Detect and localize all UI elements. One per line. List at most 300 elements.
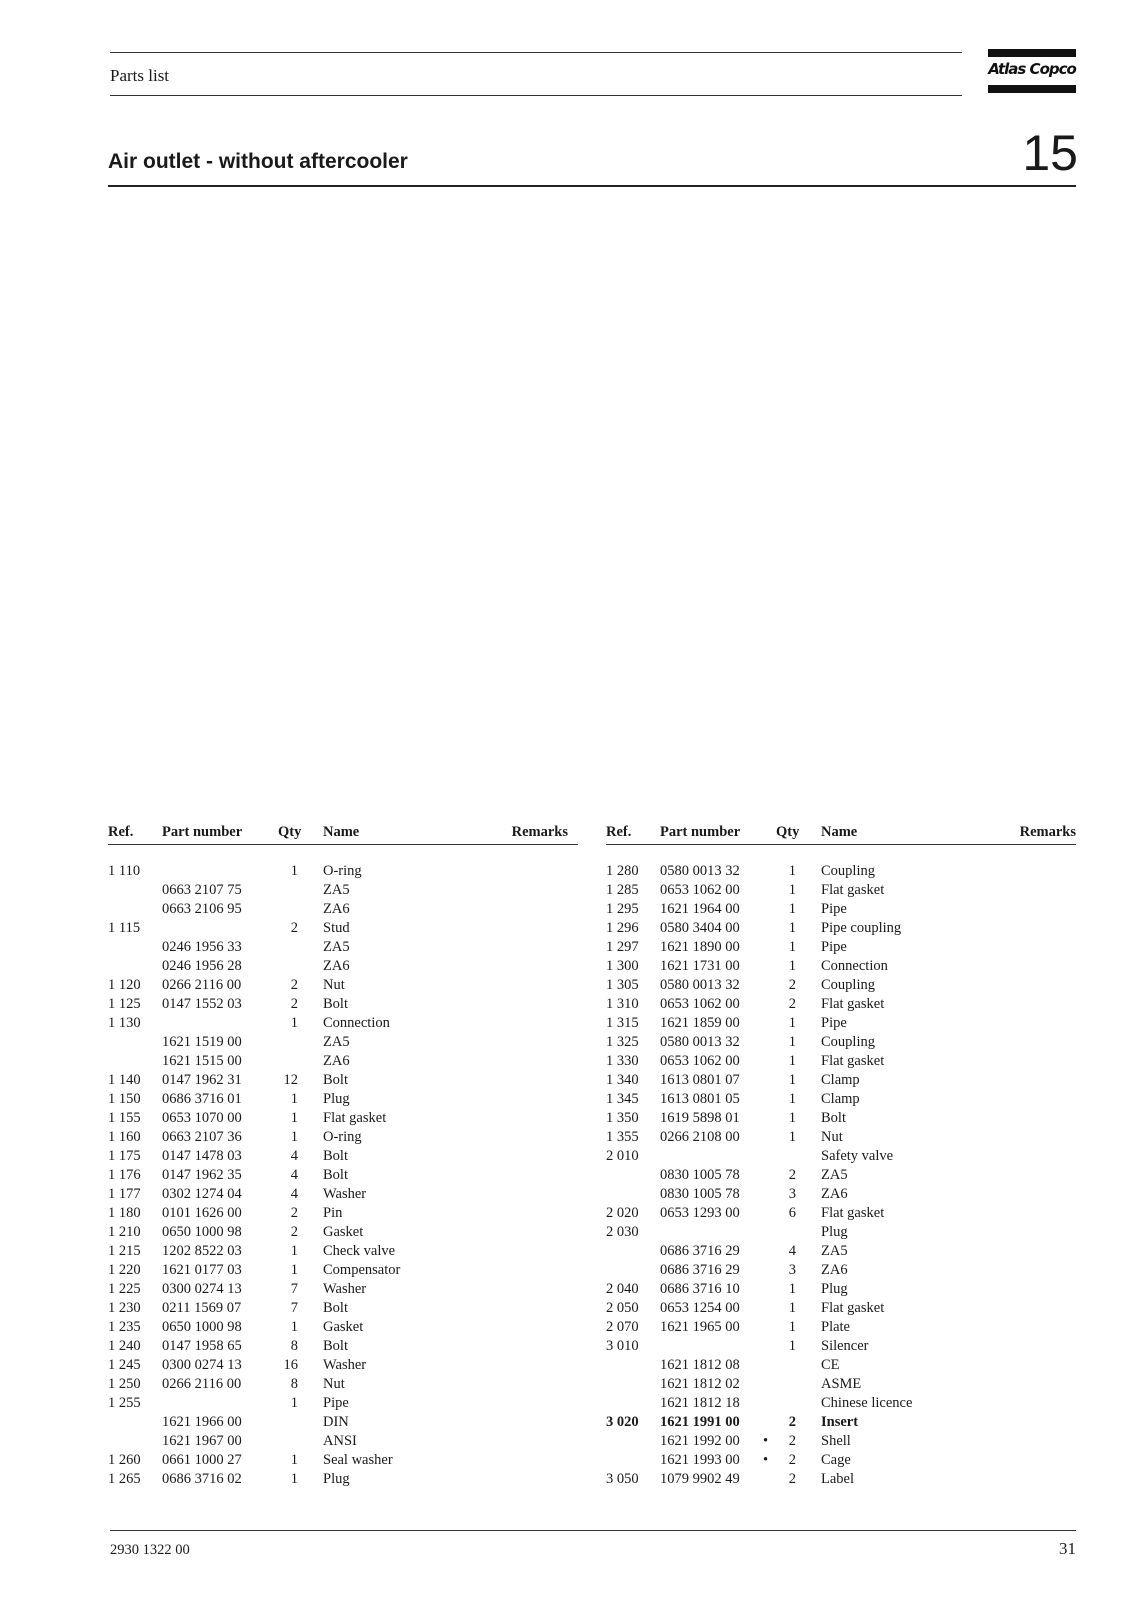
table-row	[606, 1033, 1076, 1052]
header-label: Parts list	[110, 66, 170, 85]
parts-table-right	[606, 824, 1076, 1489]
row-ref: 1 296	[606, 920, 639, 936]
row-name: Stud	[323, 920, 350, 936]
row-name: Safety valve	[821, 1148, 894, 1164]
row-name: Pipe	[821, 939, 847, 955]
row-part-number: 0653 1070 00	[162, 1110, 242, 1126]
row-part-number: 0653 1293 00	[660, 1205, 740, 1221]
row-ref: 2 010	[606, 1148, 639, 1164]
table-row	[606, 881, 1076, 900]
row-name: Bolt	[323, 1338, 348, 1354]
table-row	[108, 1014, 578, 1033]
row-qty: 1	[290, 1243, 298, 1259]
table-row	[606, 900, 1076, 919]
row-name: Plate	[821, 1319, 850, 1335]
table-row	[606, 1337, 1076, 1356]
row-qty: 3	[788, 1186, 796, 1202]
row-ref: 1 245	[108, 1357, 141, 1373]
row-ref: 2 050	[606, 1300, 639, 1316]
row-part-number: 1621 1812 18	[660, 1395, 740, 1411]
row-qty: 1	[290, 1129, 298, 1145]
row-part-number: 0580 3404 00	[660, 920, 740, 936]
row-qty: 4	[788, 1243, 796, 1259]
row-qty: 2	[788, 977, 796, 993]
table-row	[606, 1451, 1076, 1470]
row-name: Label	[821, 1471, 855, 1487]
row-name: DIN	[323, 1414, 349, 1430]
row-ref: 1 330	[606, 1053, 639, 1069]
table-row	[606, 1090, 1076, 1109]
col-ref-header: Ref.	[108, 824, 134, 840]
row-ref: 1 220	[108, 1262, 141, 1278]
row-part-number: 0686 3716 10	[660, 1281, 740, 1297]
row-part-number: 1621 1859 00	[660, 1015, 740, 1031]
row-name: Flat gasket	[821, 1205, 885, 1221]
page-title: Air outlet - without aftercooler	[108, 150, 408, 173]
table-row	[108, 1090, 578, 1109]
logo-top-bar	[988, 49, 1076, 57]
row-qty: 1	[290, 1262, 298, 1278]
table-row	[606, 1280, 1076, 1299]
table-row	[108, 1261, 578, 1280]
table-row	[606, 1394, 1076, 1413]
row-ref: 1 355	[606, 1129, 639, 1145]
logo-bottom-bar	[988, 85, 1076, 93]
row-name: Pipe coupling	[821, 920, 902, 936]
row-ref: 3 050	[606, 1471, 639, 1487]
row-ref: 1 176	[108, 1167, 141, 1183]
row-qty: 1	[290, 863, 298, 879]
parts-table-left	[108, 824, 578, 1489]
row-name: ZA6	[323, 1053, 350, 1069]
row-part-number: 1621 1812 08	[660, 1357, 740, 1373]
row-qty: 1	[290, 1319, 298, 1335]
row-name: Washer	[323, 1357, 367, 1373]
table-row	[108, 881, 578, 900]
col-qty-header: Qty	[278, 824, 302, 840]
row-qty: 4	[290, 1167, 298, 1183]
row-qty: 2	[290, 1224, 298, 1240]
row-part-number: 0653 1062 00	[660, 1053, 740, 1069]
table-row	[606, 919, 1076, 938]
row-name: Pipe	[821, 1015, 847, 1031]
table-row	[606, 1413, 1076, 1432]
row-qty: 8	[290, 1338, 298, 1354]
row-ref: 1 225	[108, 1281, 141, 1297]
row-ref: 1 115	[108, 920, 141, 936]
row-qty: 2	[788, 1167, 796, 1183]
document-number: 2930 1322 00	[110, 1542, 190, 1558]
row-ref: 1 140	[108, 1072, 141, 1088]
row-ref: 1 285	[606, 882, 639, 898]
row-qty: 1	[788, 1281, 796, 1297]
row-ref: 2 020	[606, 1205, 639, 1221]
atlas-copco-logo	[988, 49, 1076, 93]
table-row	[606, 1185, 1076, 1204]
row-part-number: 0580 0013 32	[660, 1034, 740, 1050]
row-qty: 1	[290, 1471, 298, 1487]
section-number: 15	[1022, 125, 1078, 181]
row-ref: 1 155	[108, 1110, 141, 1126]
row-qty: 7	[290, 1281, 298, 1297]
row-name: Connection	[323, 1015, 390, 1031]
table-row	[108, 1071, 578, 1090]
row-name: Bolt	[323, 1148, 348, 1164]
row-name: O-ring	[323, 1129, 362, 1145]
table-row	[606, 1356, 1076, 1375]
row-ref: 1 175	[108, 1148, 141, 1164]
table-row	[606, 1261, 1076, 1280]
row-name: Check valve	[323, 1243, 396, 1259]
row-qty: 1	[788, 920, 796, 936]
row-part-number: 0830 1005 78	[660, 1167, 740, 1183]
row-ref: 1 305	[606, 977, 639, 993]
table-row	[108, 938, 578, 957]
col-name-header: Name	[821, 824, 858, 840]
row-name: Bolt	[323, 1072, 348, 1088]
row-qty: 1	[788, 1034, 796, 1050]
table-row	[606, 1432, 1076, 1451]
row-part-number: 0686 3716 29	[660, 1262, 740, 1278]
row-name: Coupling	[821, 1034, 875, 1050]
row-ref: 2 040	[606, 1281, 639, 1297]
row-qty: 12	[283, 1072, 298, 1088]
row-name: ZA5	[323, 882, 350, 898]
row-part-number: 0650 1000 98	[162, 1224, 242, 1240]
row-name: Flat gasket	[821, 996, 885, 1012]
row-name: ANSI	[323, 1433, 357, 1449]
row-qty: 1	[788, 863, 796, 879]
row-part-number: 0300 0274 13	[162, 1281, 242, 1297]
row-name: ZA5	[821, 1167, 848, 1183]
table-header	[108, 824, 578, 845]
row-part-number: 0302 1274 04	[162, 1186, 242, 1202]
table-row	[606, 1204, 1076, 1223]
row-ref: 1 350	[606, 1110, 639, 1126]
row-name: Bolt	[821, 1110, 846, 1126]
row-name: Connection	[821, 958, 888, 974]
row-part-number: 0211 1569 07	[162, 1300, 242, 1316]
row-name: Nut	[821, 1129, 843, 1145]
row-part-number: 0147 1962 35	[162, 1167, 242, 1183]
row-part-number: 1079 9902 49	[660, 1471, 740, 1487]
row-name: Nut	[323, 1376, 345, 1392]
row-qty: 16	[283, 1357, 298, 1373]
row-ref: 1 125	[108, 996, 141, 1012]
row-part-number: 0246 1956 33	[162, 939, 242, 955]
table-row	[108, 1413, 578, 1432]
row-part-number: 1621 1992 00	[660, 1433, 740, 1449]
table-row	[606, 1470, 1076, 1489]
row-part-number: 1621 1515 00	[162, 1053, 242, 1069]
row-qty: 2	[788, 1433, 796, 1449]
table-row	[108, 1299, 578, 1318]
row-part-number: 1619 5898 01	[660, 1110, 740, 1126]
row-qty: 1	[788, 1110, 796, 1126]
table-row	[108, 1242, 578, 1261]
table-row	[108, 1280, 578, 1299]
table-row	[606, 1299, 1076, 1318]
row-part-number: 1621 1890 00	[660, 939, 740, 955]
table-row	[108, 995, 578, 1014]
row-qty: 3	[788, 1262, 796, 1278]
row-part-number: 1613 0801 05	[660, 1091, 740, 1107]
table-row	[606, 1109, 1076, 1128]
row-name: Bolt	[323, 1300, 348, 1316]
row-name: Insert	[821, 1414, 859, 1430]
table-row	[108, 1052, 578, 1071]
col-remarks-header: Remarks	[511, 824, 568, 840]
row-qty: 1	[788, 1338, 796, 1354]
row-part-number: 0147 1552 03	[162, 996, 242, 1012]
row-ref: 1 260	[108, 1452, 141, 1468]
row-name: Bolt	[323, 1167, 348, 1183]
row-name: Coupling	[821, 863, 875, 879]
row-name: Coupling	[821, 977, 875, 993]
row-part-number: 0147 1478 03	[162, 1148, 242, 1164]
row-qty: 2	[290, 996, 298, 1012]
row-part-number: 0300 0274 13	[162, 1357, 242, 1373]
row-part-number: 0266 2116 00	[162, 977, 242, 993]
row-part-number: 0266 2116 00	[162, 1376, 242, 1392]
row-part-number: 0663 2106 95	[162, 901, 242, 917]
table-row	[606, 976, 1076, 995]
row-ref: 1 295	[606, 901, 639, 917]
footer-rule	[110, 1530, 1076, 1531]
table-row	[108, 1204, 578, 1223]
table-row	[606, 1071, 1076, 1090]
row-name: Washer	[323, 1281, 367, 1297]
row-part-number: 1621 1812 02	[660, 1376, 740, 1392]
row-name: Bolt	[323, 996, 348, 1012]
col-ref-header: Ref.	[606, 824, 632, 840]
table-row	[108, 1109, 578, 1128]
row-name: Chinese licence	[821, 1395, 913, 1411]
table-row	[606, 1318, 1076, 1337]
row-part-number: 1613 0801 07	[660, 1072, 740, 1088]
table-row	[108, 1337, 578, 1356]
table-row	[606, 995, 1076, 1014]
table-body	[606, 862, 1076, 1489]
table-row	[606, 1223, 1076, 1242]
row-qty: 2	[290, 920, 298, 936]
row-name: Flat gasket	[323, 1110, 387, 1126]
row-part-number: 0663 2107 36	[162, 1129, 242, 1145]
row-qty: 1	[788, 1053, 796, 1069]
row-ref: 1 315	[606, 1015, 639, 1031]
row-ref: 1 340	[606, 1072, 639, 1088]
table-row	[606, 957, 1076, 976]
col-qty-header: Qty	[776, 824, 800, 840]
row-name: Pin	[323, 1205, 343, 1221]
logo-wordmark: Atlas Copco	[988, 60, 1076, 78]
row-qty: 1	[788, 939, 796, 955]
row-part-number: 1202 8522 03	[162, 1243, 242, 1259]
table-row	[606, 1147, 1076, 1166]
table-row	[108, 1185, 578, 1204]
table-row	[108, 862, 578, 881]
row-ref: 1 215	[108, 1243, 141, 1259]
table-row	[108, 1356, 578, 1375]
row-name: Clamp	[821, 1072, 860, 1088]
row-name: ZA5	[323, 1034, 350, 1050]
row-name: Plug	[821, 1281, 848, 1297]
row-part-number: 0830 1005 78	[660, 1186, 740, 1202]
table-row	[606, 862, 1076, 881]
row-name: ZA6	[821, 1186, 848, 1202]
table-body	[108, 862, 578, 1489]
row-name: ASME	[821, 1376, 862, 1392]
table-row	[108, 919, 578, 938]
row-part-number: 0661 1000 27	[162, 1452, 242, 1468]
table-row	[606, 1014, 1076, 1033]
row-qty: 2	[788, 1471, 796, 1487]
row-part-number: 0266 2108 00	[660, 1129, 740, 1145]
row-bullet-marker: •	[763, 1433, 769, 1449]
header-bottom-rule	[110, 95, 962, 96]
row-part-number: 1621 1966 00	[162, 1414, 242, 1430]
row-name: Flat gasket	[821, 1300, 885, 1316]
row-qty: 1	[788, 958, 796, 974]
table-row	[108, 1318, 578, 1337]
header-top-rule	[110, 52, 962, 53]
row-name: Plug	[323, 1471, 350, 1487]
row-qty: 1	[788, 1072, 796, 1088]
row-part-number: 0246 1956 28	[162, 958, 242, 974]
row-ref: 1 180	[108, 1205, 141, 1221]
col-part-number-header: Part number	[162, 824, 243, 840]
row-part-number: 0686 3716 02	[162, 1471, 242, 1487]
row-ref: 1 300	[606, 958, 639, 974]
table-row	[606, 1242, 1076, 1261]
table-row	[108, 1432, 578, 1451]
row-ref: 1 177	[108, 1186, 141, 1202]
table-header	[606, 824, 1076, 845]
row-qty: 2	[788, 1452, 796, 1468]
row-name: O-ring	[323, 863, 362, 879]
row-name: Flat gasket	[821, 882, 885, 898]
row-part-number: 0653 1062 00	[660, 882, 740, 898]
table-row	[108, 1147, 578, 1166]
row-qty: 1	[788, 882, 796, 898]
row-qty: 2	[290, 977, 298, 993]
row-part-number: 0686 3716 29	[660, 1243, 740, 1259]
row-ref: 2 070	[606, 1319, 639, 1335]
row-ref: 1 110	[108, 863, 141, 879]
page-number: 31	[1059, 1539, 1076, 1558]
col-remarks-header: Remarks	[1019, 824, 1076, 840]
row-part-number: 1621 1965 00	[660, 1319, 740, 1335]
row-ref: 1 345	[606, 1091, 639, 1107]
row-name: ZA6	[323, 901, 350, 917]
row-part-number: 1621 1991 00	[660, 1414, 740, 1430]
row-ref: 1 255	[108, 1395, 141, 1411]
row-name: Seal washer	[323, 1452, 393, 1468]
row-qty: 1	[290, 1395, 298, 1411]
row-ref: 1 240	[108, 1338, 141, 1354]
title-rule	[108, 185, 1076, 187]
row-qty: 2	[788, 1414, 796, 1430]
table-row	[108, 1128, 578, 1147]
table-row	[108, 900, 578, 919]
row-ref: 1 297	[606, 939, 639, 955]
row-qty: 1	[290, 1110, 298, 1126]
table-row	[108, 1223, 578, 1242]
row-name: Plug	[323, 1091, 350, 1107]
table-row	[108, 1451, 578, 1470]
table-row	[108, 1166, 578, 1185]
row-qty: 4	[290, 1148, 298, 1164]
row-part-number: 0580 0013 32	[660, 977, 740, 993]
table-row	[108, 1470, 578, 1489]
row-ref: 3 010	[606, 1338, 639, 1354]
row-name: Silencer	[821, 1338, 869, 1354]
row-qty: 2	[788, 996, 796, 1012]
row-part-number: 1621 1967 00	[162, 1433, 242, 1449]
table-row	[108, 957, 578, 976]
row-ref: 1 325	[606, 1034, 639, 1050]
row-ref: 3 020	[606, 1414, 639, 1430]
row-bullet-marker: •	[763, 1452, 769, 1468]
row-part-number: 0663 2107 75	[162, 882, 242, 898]
row-ref: 1 230	[108, 1300, 141, 1316]
table-row	[108, 1375, 578, 1394]
row-part-number: 0686 3716 01	[162, 1091, 242, 1107]
row-qty: 7	[290, 1300, 298, 1316]
table-row	[606, 1128, 1076, 1147]
row-ref: 1 160	[108, 1129, 141, 1145]
row-part-number: 1621 1731 00	[660, 958, 740, 974]
row-ref: 1 210	[108, 1224, 141, 1240]
row-qty: 1	[788, 1091, 796, 1107]
row-part-number: 0147 1958 65	[162, 1338, 242, 1354]
row-qty: 1	[788, 901, 796, 917]
row-name: Gasket	[323, 1319, 364, 1335]
row-name: Cage	[821, 1452, 851, 1468]
row-ref: 1 120	[108, 977, 141, 993]
row-part-number: 1621 1993 00	[660, 1452, 740, 1468]
row-part-number: 0650 1000 98	[162, 1319, 242, 1335]
row-qty: 1	[788, 1129, 796, 1145]
table-row	[606, 1052, 1076, 1071]
row-part-number: 0653 1254 00	[660, 1300, 740, 1316]
row-part-number: 1621 1519 00	[162, 1034, 242, 1050]
table-row	[606, 1375, 1076, 1394]
row-name: Plug	[821, 1224, 848, 1240]
row-name: Pipe	[821, 901, 847, 917]
row-ref: 1 265	[108, 1471, 141, 1487]
table-row	[108, 1033, 578, 1052]
row-ref: 2 030	[606, 1224, 639, 1240]
row-part-number: 0147 1962 31	[162, 1072, 242, 1088]
row-ref: 1 310	[606, 996, 639, 1012]
row-name: Nut	[323, 977, 345, 993]
row-name: ZA5	[323, 939, 350, 955]
row-ref: 1 235	[108, 1319, 141, 1335]
row-name: Gasket	[323, 1224, 364, 1240]
table-row	[108, 1394, 578, 1413]
row-ref: 1 250	[108, 1376, 141, 1392]
row-qty: 1	[788, 1319, 796, 1335]
row-name: ZA5	[821, 1243, 848, 1259]
row-name: CE	[821, 1357, 840, 1373]
row-part-number: 0580 0013 32	[660, 863, 740, 879]
row-qty: 1	[290, 1091, 298, 1107]
row-ref: 1 150	[108, 1091, 141, 1107]
row-qty: 1	[788, 1300, 796, 1316]
table-row	[606, 938, 1076, 957]
col-part-number-header: Part number	[660, 824, 741, 840]
